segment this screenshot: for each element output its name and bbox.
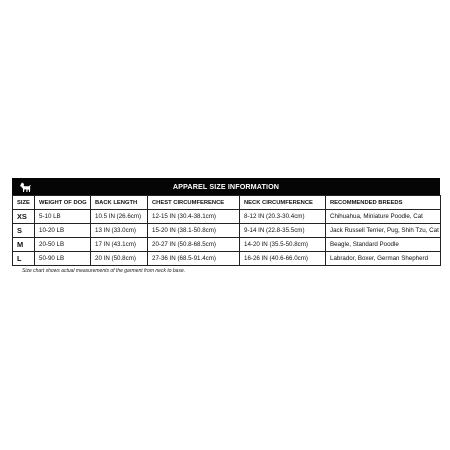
table-cell: 27-36 IN (68.5-91.4cm) [148, 252, 240, 266]
size-chart-header [12, 178, 440, 195]
table-cell: 15-20 IN (38.1-50.8cm) [148, 224, 240, 238]
table-row [13, 238, 441, 252]
size-cell: XS [13, 210, 35, 224]
table-row [13, 210, 441, 224]
table-cell: 20-50 LB [35, 238, 91, 252]
column-header: WEIGHT OF DOG [35, 196, 91, 210]
table-cell: Beagle, Standard Poodle [326, 238, 441, 252]
size-chart-note: Size chart shows actual measurements of the garment from neck to base. [22, 268, 186, 274]
table-cell: 16-26 IN (40.6-66.0cm) [240, 252, 326, 266]
size-cell: S [13, 224, 35, 238]
table-cell: Jack Russell Terrier, Pug, Shih Tzu, Cat [326, 224, 441, 238]
column-header: SIZE [13, 196, 35, 210]
column-header: RECOMMENDED BREEDS [326, 196, 441, 210]
column-header: CHEST CIRCUMFERENCE [148, 196, 240, 210]
size-table [12, 195, 441, 266]
table-cell: 5-10 LB [35, 210, 91, 224]
column-header: NECK CIRCUMFERENCE [240, 196, 326, 210]
size-chart [12, 178, 440, 274]
column-header: BACK LENGTH [91, 196, 148, 210]
table-cell: 20 IN (50.8cm) [91, 252, 148, 266]
table-cell: 10-20 LB [35, 224, 91, 238]
table-cell: 9-14 IN (22.8-35.5cm) [240, 224, 326, 238]
table-cell: 10.5 IN (26.6cm) [91, 210, 148, 224]
table-cell: 8-12 IN (20.3-30.4cm) [240, 210, 326, 224]
table-cell: 20-27 IN (50.8-68.5cm) [148, 238, 240, 252]
table-header-row [13, 196, 441, 210]
table-cell: 12-15 IN (30.4-38.1cm) [148, 210, 240, 224]
table-cell: Labrador, Boxer, German Shepherd [326, 252, 441, 266]
table-cell: 17 IN (43.1cm) [91, 238, 148, 252]
size-cell: L [13, 252, 35, 266]
table-cell: 13 IN (33.0cm) [91, 224, 148, 238]
table-cell: Chihuahua, Miniature Poodle, Cat [326, 210, 441, 224]
table-cell: 50-90 LB [35, 252, 91, 266]
size-chart-title: APPAREL SIZE INFORMATION [172, 182, 280, 191]
table-row [13, 224, 441, 238]
size-cell: M [13, 238, 35, 252]
table-row [13, 252, 441, 266]
table-cell: 14-20 IN (35.5-50.8cm) [240, 238, 326, 252]
